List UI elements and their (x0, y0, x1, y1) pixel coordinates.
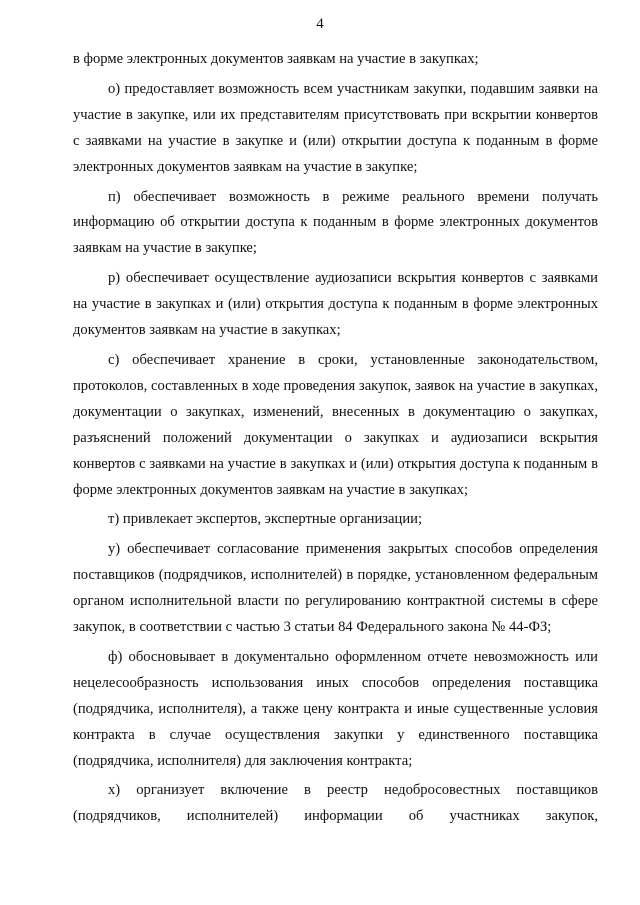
paragraph-continuation: в форме электронных документов заявкам на участие в закупках; (73, 51, 479, 67)
page-number: 4 (316, 16, 324, 32)
paragraph-s: с) обеспечивает хранение в сроки, установленные законодательством, протоколов, составленных в ходе проведения закупок, заявок на участие в закупках, документации о закупках, изменений, внесенных в документацию о закупках, разъяснений положений документации о закупках и аудиозаписи вскрытия конвертов с заявками на участие в закупках и (или) открытия доступа к поданным в форме электронных документов заявкам на участие в закупках; (73, 351, 598, 498)
paragraph-r: р) обеспечивает осуществление аудиозаписи вскрытия конвертов с заявками на участие в закупках и (или) открытия доступа к поданным в форме электронных документов заявкам на участие в закупках; (73, 270, 598, 339)
paragraph-o: о) предоставляет возможность всем участникам закупки, подавшим заявки на участие в закупке, или их представителям присутствовать при вскрытии конвертов с заявками на участие в закупке и (или) открытии доступа к поданным в форме электронных документов заявкам на участие в закупке; (73, 80, 598, 175)
paragraph-p: п) обеспечивает возможность в режиме реального времени получать информацию об открытии доступа к поданным в форме электронных документов заявкам на участие в закупке; (73, 188, 598, 257)
paragraph-f: ф) обосновывает в документально оформленном отчете невозможность или нецелесообразность использования иных способов определения поставщика (подрядчика, исполнителя), а также цену контракта и иные существенные условия контракта в случае осуществления закупки у единственного поставщика (подрядчика, исполнителя) для заключения контракта; (73, 648, 598, 769)
paragraph-u: у) обеспечивает согласование применения закрытых способов определения поставщиков (подрядчиков, исполнителей) в порядке, установленном федеральным органом исполнительной власти по регулированию контрактной системы в сфере закупок, в соответствии с частью 3 статьи 84 Федерального закона № 44-ФЗ; (73, 541, 598, 636)
paragraph-kh: х) организует включение в реестр недобросовестных поставщиков (подрядчиков, исполнителей) информации об участниках закупок, (73, 782, 598, 825)
paragraph-t: т) привлекает экспертов, экспертные организации; (108, 511, 423, 528)
document-body (73, 47, 598, 834)
